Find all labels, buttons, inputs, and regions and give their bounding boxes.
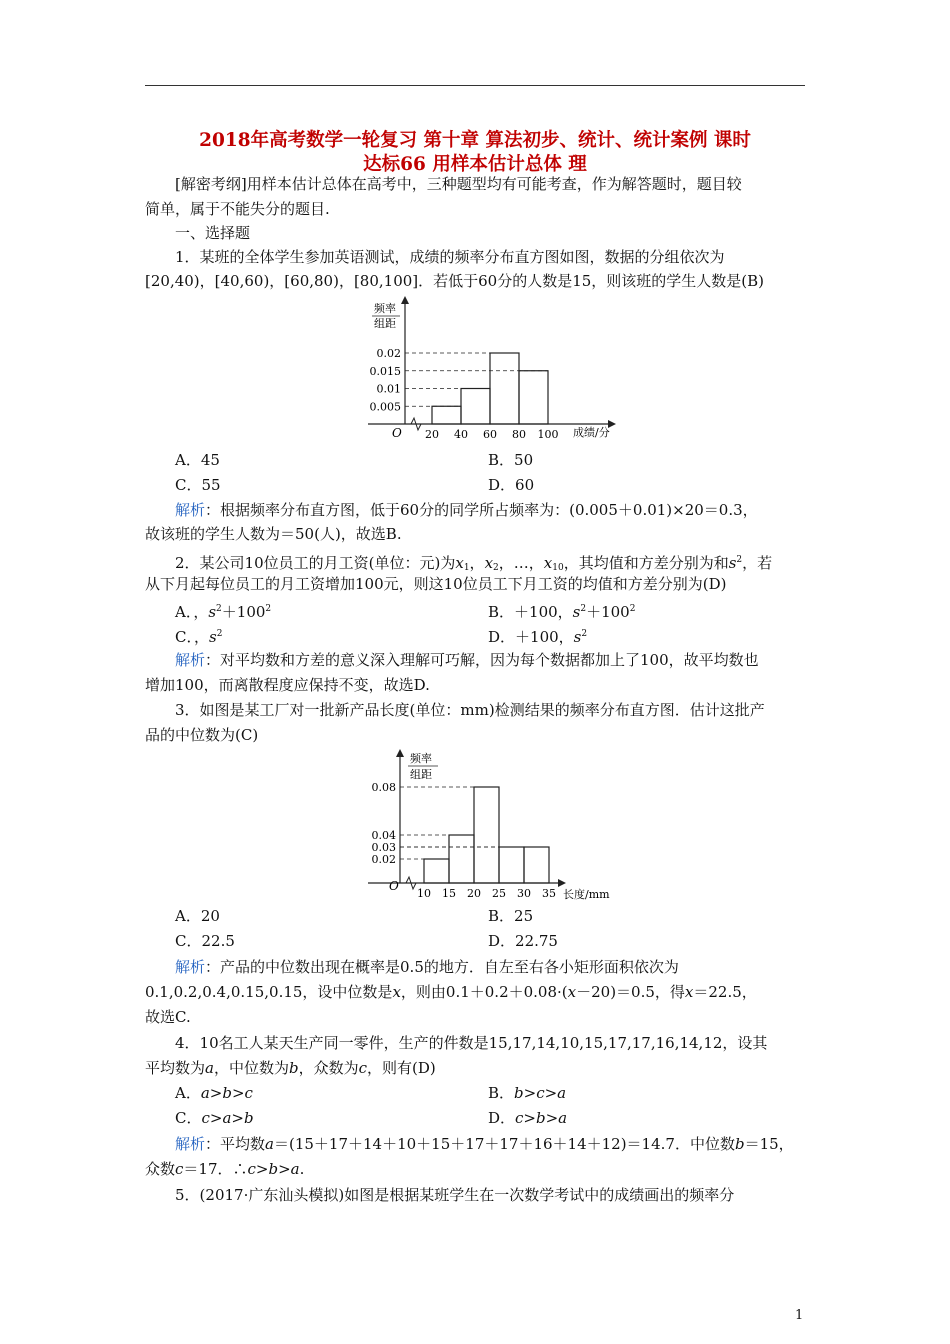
q2-option-d: D．＋100，$s^2$ — [488, 628, 588, 646]
q1-analysis-line2: 故该班的学生人数为＝50(人)，故选B. — [145, 525, 402, 543]
c2-bar-5 — [524, 847, 549, 883]
q3-analysis-line1: 解析：产品的中位数出现在概率是0.5的地方．自左至右各小矩形面积依次为 — [175, 958, 679, 976]
q1-line1: 1．某班的全体学生参加英语测试，成绩的频率分布直方图如图，数据的分组依次为 — [175, 248, 725, 266]
q1-option-b: B．50 — [488, 451, 534, 469]
q1-option-d: D．60 — [488, 476, 535, 494]
c2-xtick-3: 20 — [467, 887, 481, 900]
c2-ytick-1: 0.08 — [371, 781, 396, 794]
q3-option-c: C．22.5 — [175, 932, 235, 950]
q1-analysis-label: 解析 — [175, 501, 206, 519]
q3-analysis-line2: 0.1,0.2,0.4,0.15,0.15，设中位数是x，则由0.1＋0.2＋0.08·(x－20)＝0.5，得x＝22.5， — [145, 983, 757, 1001]
c2-xtick-2: 15 — [442, 887, 456, 900]
c2-xtick-1: 10 — [417, 887, 431, 900]
q1-option-c: C．55 — [175, 476, 221, 494]
q2-line2: 从下月起每位员工的月工资增加100元，则这10位员工下月工资的均值和方差分别为(D) — [145, 575, 727, 593]
c1-ytick-3: 0.01 — [376, 382, 401, 396]
c2-ytick-4: 0.02 — [371, 853, 396, 866]
q2-analysis-line1: 解析：对平均数和方差的意义深入理解可巧解，因为每个数据都加上了100，故平均数也 — [175, 651, 759, 669]
chart1-origin: O — [392, 426, 402, 440]
c1-xtick-3: 60 — [483, 428, 497, 441]
chart2-xlabel: 长度/mm — [563, 888, 610, 901]
c2-xtick-5: 30 — [517, 887, 531, 900]
q3-option-b: B．25 — [488, 907, 534, 925]
q2-line1: 2．某公司10位员工的月工资(单位：元)为$x_1$，$x_2$，…，$x_{10}$，其均值和方差分别为和$s^2$，若 — [175, 554, 773, 573]
q3-analysis-label: 解析 — [175, 958, 206, 976]
c2-xtick-6: 35 — [542, 887, 556, 900]
q4-line1: 4．10名工人某天生产同一零件，生产的件数是15,17,14,10,15,17,17,16,14,12，设其 — [175, 1034, 768, 1052]
doc-title-line2: 达标66 用样本估计总体 理 — [363, 154, 587, 175]
c2-bar-1 — [424, 859, 449, 883]
intro-line1: [解密考纲]用样本估计总体在高考中，三种题型均有可能考查，作为解答题时，题目较 — [175, 175, 742, 193]
chart1-ylabel-top: 频率 — [374, 302, 396, 315]
chart1-xlabel: 成绩/分 — [573, 426, 610, 439]
c1-xtick-1: 20 — [425, 428, 439, 441]
chart2-ylabel-top: 频率 — [410, 752, 432, 765]
q3-option-a: A．20 — [175, 907, 220, 925]
q4-option-b: B．b>c>a — [488, 1084, 567, 1102]
c1-ytick-4: 0.005 — [369, 400, 401, 414]
q3-option-d: D．22.75 — [488, 932, 558, 950]
c1-xtick-2: 40 — [454, 428, 468, 441]
q2-option-b: B．＋100，$s^2+100^2$ — [488, 603, 636, 621]
chart2-ylabel-bottom: 组距 — [410, 768, 432, 781]
c1-bar-1 — [432, 406, 461, 424]
c1-bar-4 — [519, 371, 548, 424]
chart1-histogram — [360, 295, 630, 445]
q3-line2: 品的中位数为(C) — [145, 726, 259, 744]
q3-analysis-line3: 故选C. — [145, 1008, 191, 1026]
q4-option-a: A．a>b>c — [175, 1084, 253, 1102]
c1-xtick-5: 100 — [537, 428, 559, 441]
chart2-origin: O — [389, 879, 399, 893]
section-heading: 一、选择题 — [175, 224, 251, 242]
c2-bar-4 — [499, 847, 524, 883]
c1-bar-3 — [490, 353, 519, 424]
c2-ytick-2: 0.04 — [371, 829, 396, 842]
q2-analysis-line2: 增加100，而离散程度应保持不变，故选D. — [145, 676, 430, 694]
q4-analysis-label: 解析 — [175, 1135, 206, 1153]
c2-bar-3 — [474, 787, 499, 883]
q2-analysis-label: 解析 — [175, 651, 206, 669]
c2-xtick-4: 25 — [492, 887, 506, 900]
header-rule — [145, 85, 805, 86]
q4-analysis-line2: 众数c＝17．∴c>b>a. — [145, 1160, 305, 1178]
c2-ytick-3: 0.03 — [371, 841, 396, 854]
q1-option-a: A．45 — [175, 451, 220, 469]
intro-line2: 简单，属于不能失分的题目. — [145, 200, 330, 218]
q4-analysis-line1: 解析：平均数a＝(15＋17＋14＋10＋15＋17＋17＋16＋14＋12)＝14.7．中位数b＝15， — [175, 1135, 794, 1153]
chart1-ylabel-bottom: 组距 — [374, 317, 396, 330]
q1-analysis-line1: 解析：根据频率分布直方图，低于60分的同学所占频率为：(0.005＋0.01)×20＝0.3， — [175, 501, 758, 519]
c1-ytick-1: 0.02 — [376, 347, 401, 360]
doc-title-line1: 2018年高考数学一轮复习 第十章 算法初步、统计、统计案例 课时 — [199, 130, 751, 151]
q2-option-a: A．，$s^2+100^2$ — [175, 603, 272, 621]
chart2-histogram — [360, 748, 630, 904]
c1-bar-2 — [461, 389, 490, 425]
page-number: 1 — [795, 1308, 804, 1323]
q2-option-c: C．，$s^2$ — [175, 628, 223, 646]
c1-ytick-2: 0.015 — [369, 364, 401, 378]
q3-line1: 3．如图是某工厂对一批新产品长度(单位：mm)检测结果的频率分布直方图．估计这批产 — [175, 701, 765, 719]
q4-option-c: C．c>a>b — [175, 1109, 254, 1127]
q1-line2: [20,40)，[40,60)，[60,80)，[80,100]．若低于60分的人数是15，则该班的学生人数是(B) — [145, 272, 765, 290]
c1-xtick-4: 80 — [512, 428, 526, 441]
q4-line2: 平均数为a，中位数为b，众数为c，则有(D) — [145, 1059, 436, 1077]
c2-bar-2 — [449, 835, 474, 883]
q4-option-d: D．c>b>a — [488, 1109, 568, 1127]
q5-line1: 5．(2017·广东汕头模拟)如图是根据某班学生在一次数学考试中的成绩画出的频率分 — [175, 1186, 735, 1204]
